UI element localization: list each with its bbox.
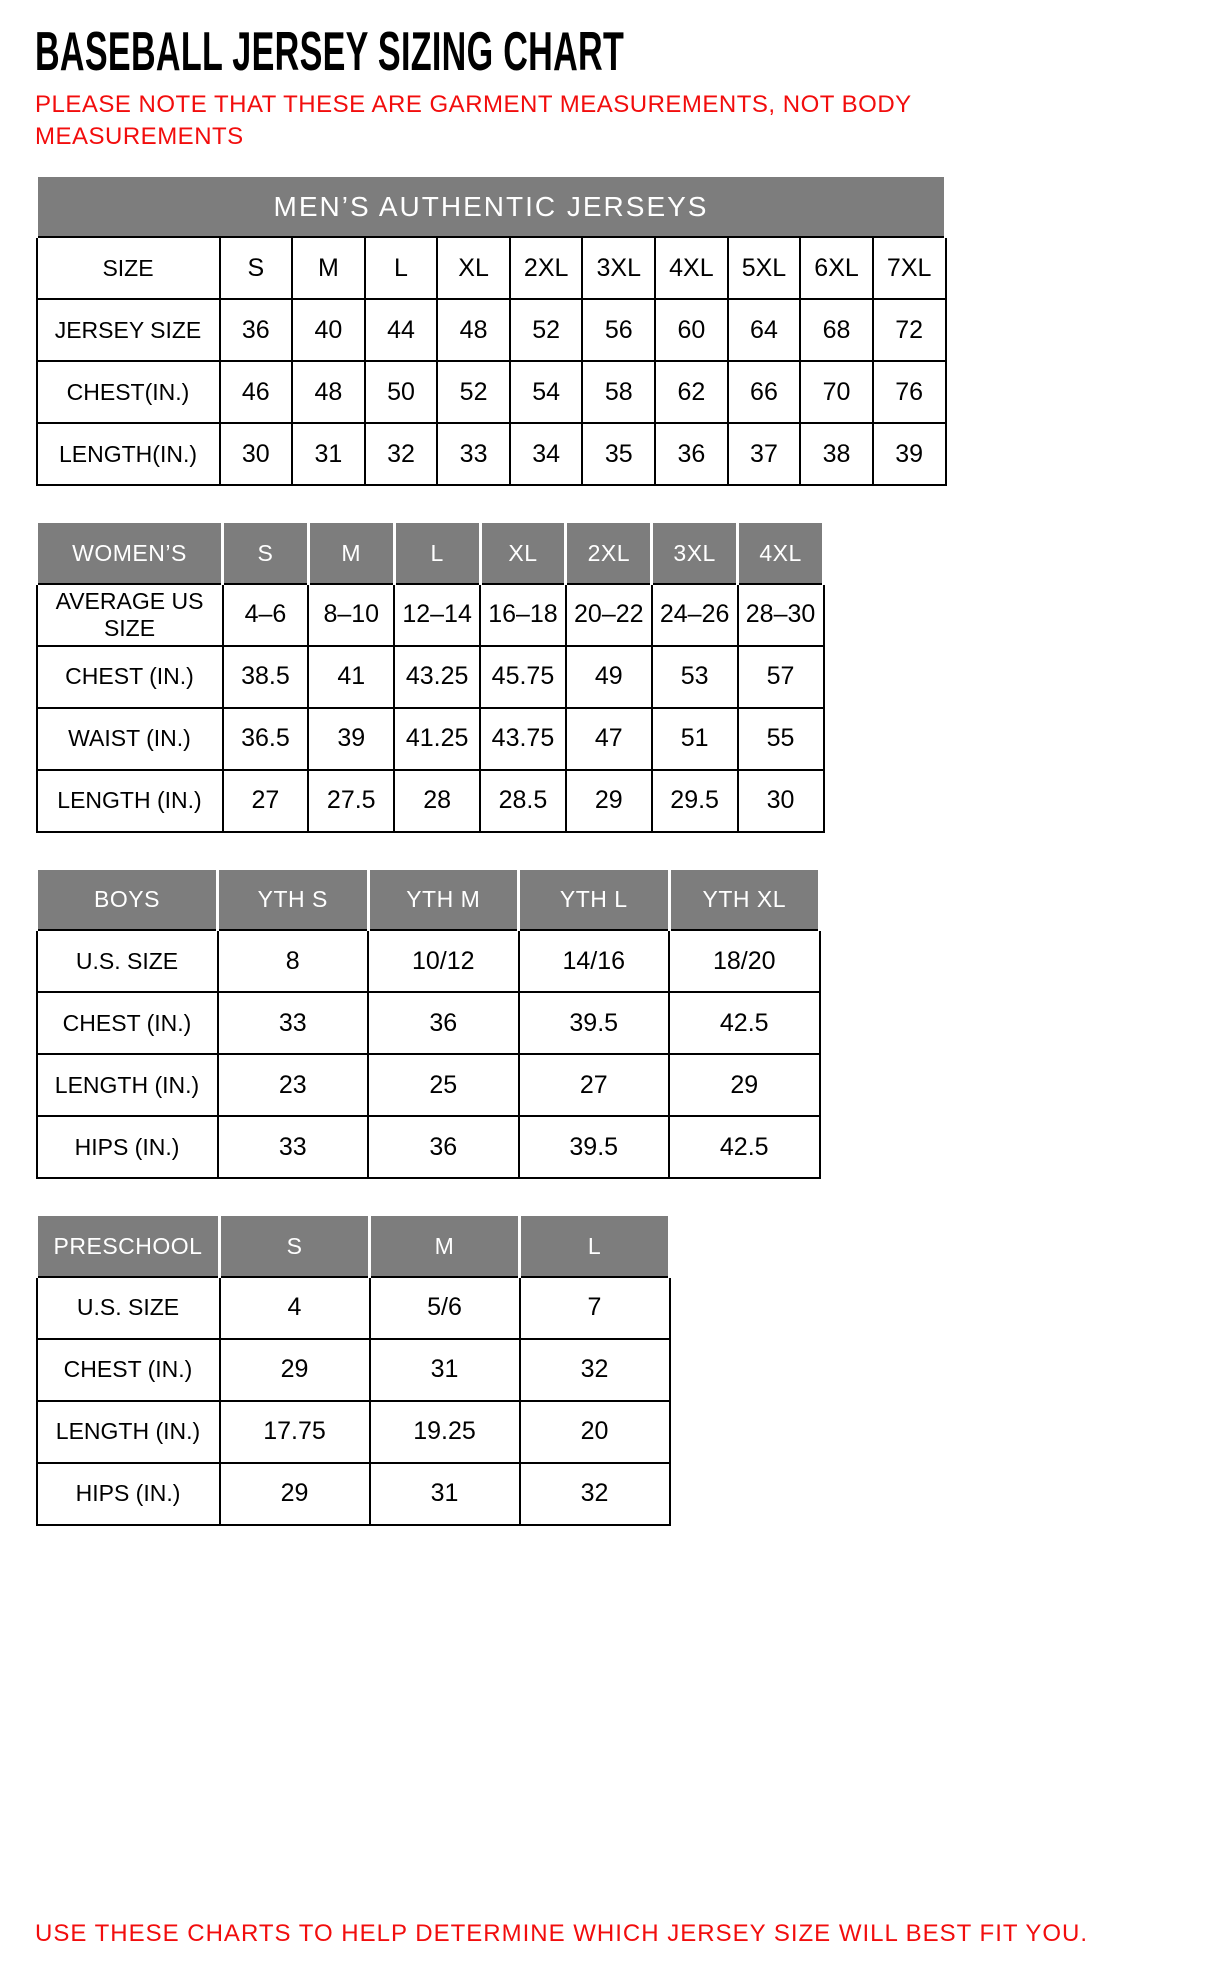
row-label: LENGTH(IN.)	[37, 423, 220, 485]
value-cell: 5XL	[728, 237, 801, 299]
value-cell: 33	[218, 992, 369, 1054]
value-cell: 12–14	[394, 584, 480, 646]
table-row	[37, 1277, 670, 1339]
table-row	[37, 646, 824, 708]
value-cell: 27.5	[308, 770, 394, 832]
value-cell: 29	[220, 1463, 370, 1525]
value-cell: 39.5	[519, 992, 670, 1054]
womens-jerseys-table	[35, 520, 825, 833]
preschool-jerseys-table	[35, 1213, 671, 1526]
header-size-cell: L	[520, 1215, 670, 1277]
header-label: WOMEN’S	[37, 522, 223, 584]
garment-measurement-note: PLEASE NOTE THAT THESE ARE GARMENT MEASUREMENTS, NOT BODY MEASUREMENTS	[35, 91, 912, 151]
row-label: LENGTH (IN.)	[37, 1054, 218, 1116]
value-cell: XL	[437, 237, 510, 299]
table-row	[37, 930, 820, 992]
value-cell: 49	[566, 646, 652, 708]
row-label: JERSEY SIZE	[37, 299, 220, 361]
value-cell: 50	[365, 361, 438, 423]
value-cell: 56	[582, 299, 655, 361]
value-cell: 47	[566, 708, 652, 770]
value-cell: 28	[394, 770, 480, 832]
value-cell: 27	[519, 1054, 670, 1116]
value-cell: 48	[292, 361, 365, 423]
table-header-row	[37, 522, 824, 584]
value-cell: 25	[368, 1054, 519, 1116]
row-label: HIPS (IN.)	[37, 1116, 218, 1178]
value-cell: 3XL	[582, 237, 655, 299]
table-title-row	[37, 175, 946, 237]
value-cell: 28.5	[480, 770, 566, 832]
table-row	[37, 1116, 820, 1178]
value-cell: 5/6	[370, 1277, 520, 1339]
row-label: SIZE	[37, 237, 220, 299]
page-title: BASEBALL JERSEY SIZING CHART	[35, 20, 625, 82]
value-cell: 35	[582, 423, 655, 485]
value-cell: 36	[368, 992, 519, 1054]
table-header-row	[37, 1215, 670, 1277]
row-label: CHEST (IN.)	[37, 1339, 220, 1401]
value-cell: 4XL	[655, 237, 728, 299]
table-header-row	[37, 868, 820, 930]
value-cell: 32	[520, 1463, 670, 1525]
value-cell: 33	[218, 1116, 369, 1178]
value-cell: 42.5	[669, 1116, 820, 1178]
value-cell: 24–26	[652, 584, 738, 646]
table-row	[37, 1463, 670, 1525]
table-row	[37, 770, 824, 832]
header-size-cell: 2XL	[566, 522, 652, 584]
value-cell: 34	[510, 423, 583, 485]
value-cell: 68	[800, 299, 873, 361]
boys-jerseys-table	[35, 867, 821, 1180]
value-cell: 38.5	[223, 646, 309, 708]
value-cell: 39	[873, 423, 946, 485]
row-label: AVERAGE US SIZE	[37, 584, 223, 646]
value-cell: 28–30	[738, 584, 824, 646]
value-cell: 58	[582, 361, 655, 423]
table-row	[37, 423, 946, 485]
value-cell: 41	[308, 646, 394, 708]
header-size-cell: YTH M	[368, 868, 519, 930]
table-title: MEN’S AUTHENTIC JERSEYS	[37, 175, 946, 237]
value-cell: 45.75	[480, 646, 566, 708]
value-cell: 31	[292, 423, 365, 485]
row-label: U.S. SIZE	[37, 1277, 220, 1339]
value-cell: 20–22	[566, 584, 652, 646]
value-cell: 52	[437, 361, 510, 423]
value-cell: 76	[873, 361, 946, 423]
table-row	[37, 237, 946, 299]
row-label: CHEST (IN.)	[37, 992, 218, 1054]
value-cell: L	[365, 237, 438, 299]
value-cell: 8–10	[308, 584, 394, 646]
value-cell: 14/16	[519, 930, 670, 992]
value-cell: 46	[220, 361, 293, 423]
row-label: LENGTH (IN.)	[37, 770, 223, 832]
value-cell: 32	[520, 1339, 670, 1401]
header-label: PRESCHOOL	[37, 1215, 220, 1277]
value-cell: 38	[800, 423, 873, 485]
row-label: LENGTH (IN.)	[37, 1401, 220, 1463]
value-cell: 55	[738, 708, 824, 770]
mens-authentic-jerseys-table	[35, 174, 947, 487]
value-cell: 62	[655, 361, 728, 423]
value-cell: S	[220, 237, 293, 299]
value-cell: 51	[652, 708, 738, 770]
header-size-cell: 4XL	[738, 522, 824, 584]
value-cell: 16–18	[480, 584, 566, 646]
value-cell: M	[292, 237, 365, 299]
value-cell: 29	[220, 1339, 370, 1401]
value-cell: 43.25	[394, 646, 480, 708]
header-size-cell: 3XL	[652, 522, 738, 584]
value-cell: 10/12	[368, 930, 519, 992]
value-cell: 29.5	[652, 770, 738, 832]
value-cell: 7XL	[873, 237, 946, 299]
value-cell: 43.75	[480, 708, 566, 770]
value-cell: 54	[510, 361, 583, 423]
value-cell: 31	[370, 1339, 520, 1401]
value-cell: 36.5	[223, 708, 309, 770]
value-cell: 42.5	[669, 992, 820, 1054]
row-label: WAIST (IN.)	[37, 708, 223, 770]
value-cell: 29	[566, 770, 652, 832]
value-cell: 7	[520, 1277, 670, 1339]
header-size-cell: S	[220, 1215, 370, 1277]
value-cell: 8	[218, 930, 369, 992]
value-cell: 2XL	[510, 237, 583, 299]
table-row	[37, 361, 946, 423]
table-row	[37, 1401, 670, 1463]
table-row	[37, 1054, 820, 1116]
value-cell: 17.75	[220, 1401, 370, 1463]
value-cell: 32	[365, 423, 438, 485]
fit-advice-footer: USE THESE CHARTS TO HELP DETERMINE WHICH JERSEY SIZE WILL BEST FIT YOU.	[35, 1920, 1089, 1947]
table-row	[37, 708, 824, 770]
value-cell: 20	[520, 1401, 670, 1463]
value-cell: 39.5	[519, 1116, 670, 1178]
value-cell: 41.25	[394, 708, 480, 770]
value-cell: 29	[669, 1054, 820, 1116]
value-cell: 27	[223, 770, 309, 832]
header-size-cell: YTH S	[218, 868, 369, 930]
table-row	[37, 584, 824, 646]
value-cell: 37	[728, 423, 801, 485]
header-size-cell: M	[308, 522, 394, 584]
value-cell: 30	[738, 770, 824, 832]
value-cell: 40	[292, 299, 365, 361]
value-cell: 57	[738, 646, 824, 708]
value-cell: 30	[220, 423, 293, 485]
value-cell: 23	[218, 1054, 369, 1116]
value-cell: 19.25	[370, 1401, 520, 1463]
value-cell: 70	[800, 361, 873, 423]
row-label: CHEST(IN.)	[37, 361, 220, 423]
header-size-cell: YTH L	[519, 868, 670, 930]
value-cell: 36	[220, 299, 293, 361]
value-cell: 4	[220, 1277, 370, 1339]
value-cell: 44	[365, 299, 438, 361]
value-cell: 36	[368, 1116, 519, 1178]
row-label: U.S. SIZE	[37, 930, 218, 992]
value-cell: 60	[655, 299, 728, 361]
header-size-cell: S	[223, 522, 309, 584]
header-size-cell: L	[394, 522, 480, 584]
header-size-cell: YTH XL	[669, 868, 820, 930]
value-cell: 31	[370, 1463, 520, 1525]
value-cell: 64	[728, 299, 801, 361]
value-cell: 36	[655, 423, 728, 485]
value-cell: 39	[308, 708, 394, 770]
table-row	[37, 992, 820, 1054]
value-cell: 66	[728, 361, 801, 423]
header-size-cell: M	[370, 1215, 520, 1277]
header-size-cell: XL	[480, 522, 566, 584]
header-label: BOYS	[37, 868, 218, 930]
value-cell: 4–6	[223, 584, 309, 646]
value-cell: 33	[437, 423, 510, 485]
row-label: CHEST (IN.)	[37, 646, 223, 708]
table-row	[37, 1339, 670, 1401]
value-cell: 72	[873, 299, 946, 361]
table-row	[37, 299, 946, 361]
value-cell: 52	[510, 299, 583, 361]
value-cell: 48	[437, 299, 510, 361]
value-cell: 53	[652, 646, 738, 708]
value-cell: 18/20	[669, 930, 820, 992]
value-cell: 6XL	[800, 237, 873, 299]
row-label: HIPS (IN.)	[37, 1463, 220, 1525]
